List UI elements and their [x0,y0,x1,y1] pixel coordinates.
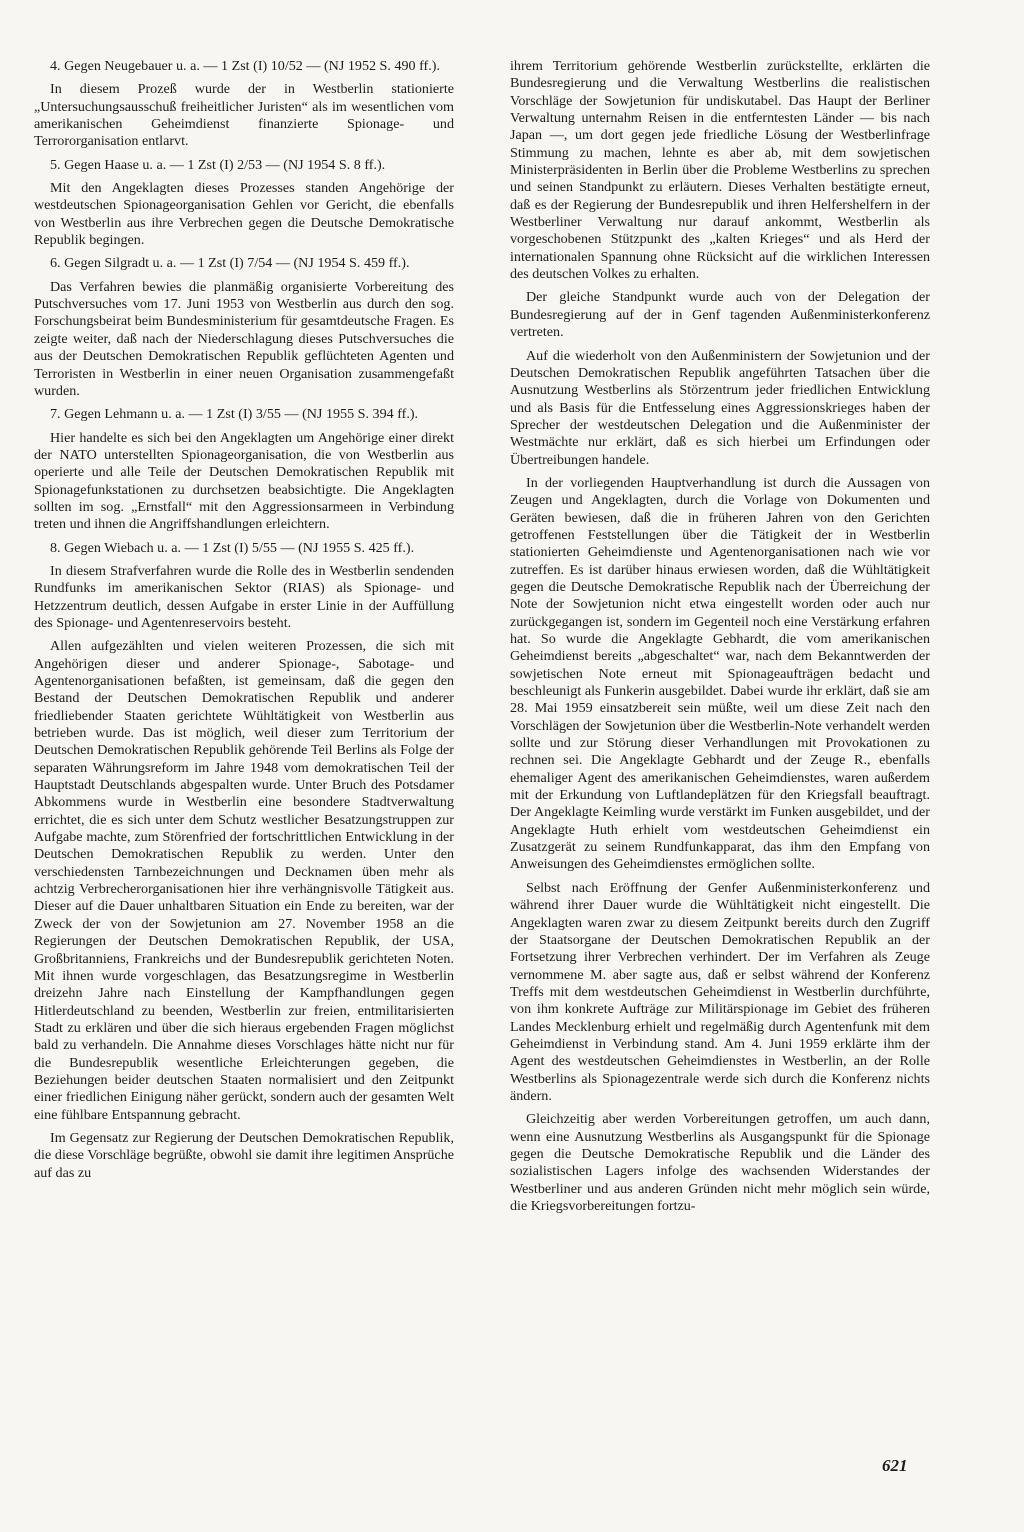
body-paragraph: Hier handelte es sich bei den Angeklagten um Angehörige einer direkt der NATO unterstellten Spionageorganisation, die von Westberlin aus operierte und alle Teile der Deutschen Demokratischen Republik mit Spionagefunkstationen zu durchsetzen beabsichtigte. Die Angeklagten sollten im sog. „Ernstfall“ mit den Aggressionsarmeen in Verbindung treten und ihnen die Angriffshandlungen erleichtern. [34,429,454,533]
case-citation: 4. Gegen Neugebauer u. a. — 1 Zst (I) 10/52 — (NJ 1952 S. 490 ff.). [50,58,440,74]
case-citation: 8. Gegen Wiebach u. a. — 1 Zst (I) 5/55 — (NJ 1955 S. 425 ff.). [50,539,415,556]
case-citation: 5. Gegen Haase u. a. — 1 Zst (I) 2/53 — (NJ 1954 S. 8 ff.). [50,156,386,173]
body-paragraph: Gleichzeitig aber werden Vorbereitungen getroffen, um auch dann, wenn eine Ausnutzung Westberlins als Ausgangspunkt für die Spionage gegen die Deutsche Demokratische Republik und die Länder des sozialistischen Lagers infolge des wachsenden Widerstandes der Westberliner und aus anderen Gründen nicht mehr möglich sein würde, die Kriegsvorbereitungen fortzu- [510,1111,930,1214]
body-paragraph: Der gleiche Standpunkt wurde auch von der Delegation der Bundesregierung auf der in Genf tagenden Außenministerkonferenz vertreten. [510,289,930,341]
page-number: 621 [882,1456,908,1475]
left-text-column [34,58,454,1188]
body-paragraph: Im Gegensatz zur Regierung der Deutschen Demokratischen Republik, die diese Vorschläge begrüßte, obwohl sie damit ihre legitimen Ansprüche auf das zu [34,1129,454,1181]
body-paragraph: Das Verfahren bewies die planmäßig organisierte Vorbereitung des Putschversuches vom 17. Juni 1953 von Westberlin aus durch den sog. Forschungsbeirat beim Bundesministerium für gesamtdeutsche Fragen. Es zeigte weiter, daß nach der Niederschlagung dieses Putschversuches die aus der Deutschen Demokratischen Republik geflüchteten Agenten und Terroristen in Westberlin in einer neuen Organisation zusammengefaßt wurden. [34,278,454,399]
right-text-column [510,58,930,1221]
body-paragraph: Mit den Angeklagten dieses Prozesses standen Angehörige der westdeutschen Spionageorganisation Gehlen vor Gericht, die ebenfalls von Westberlin aus ihre Verbrechen gegen die Deutsche Demokratische Republik begingen. [34,180,454,249]
body-paragraph: Selbst nach Eröffnung der Genfer Außenministerkonferenz und während ihrer Dauer wurde die Wühltätigkeit nicht eingestellt. Die Angeklagten waren zwar zu diesem Zeitpunkt bereits durch den Zugriff der Staatsorgane der Deutschen Demokratischen Republik an der Fortsetzung ihrer Verbrechen verhindert. Der im Verfahren als Zeuge vernommene M. aber sagte aus, daß er selbst während der Konferenz Treffs mit dem westdeutschen Geheimdienst in Westberlin durchführte, von ihm konkrete Aufträge zur Militärspionage im Gebiet des früheren Landes Mecklenburg erhielt und regelmäßig durch Agentenfunk mit dem Geheimdienst in Verbindung stand. Am 4. Juni 1959 erklärte ihm der Agent des westdeutschen Geheimdienstes in Westberlin, an der Rolle Westberlins als Spionagezentrale werde sich durch die Konferenz nichts ändern. [510,879,930,1104]
body-paragraph: In diesem Strafverfahren wurde die Rolle des in Westberlin sendenden Rundfunks im amerikanischen Sektor (RIAS) als Spionage- und Hetzzentrum deutlich, dessen Aufgabe in erster Linie in der Auffüllung des Spionage- und Agentenreservoirs besteht. [34,562,454,631]
case-citation: 7. Gegen Lehmann u. a. — 1 Zst (I) 3/55 — (NJ 1955 S. 394 ff.). [50,406,419,423]
case-citation: 6. Gegen Silgradt u. a. — 1 Zst (I) 7/54 — (NJ 1954 S. 459 ff.). [50,255,410,272]
body-paragraph-continued: ihrem Territorium gehörende Westberlin zurückstellte, erklärten die Bundesregierung und die Verwaltung Westberlins die realistischen Vorschläge der Sowjetunion für undiskutabel. Das Haupt der Berliner Verwaltung unternahm Reisen in die entferntesten Länder — bis nach Japan —, um dort gegen jede friedliche Lösung der Westberlinfrage Stimmung zu machen, lehnte es aber ab, mit dem sowjetischen Ministerpräsidenten in Berlin über die Probleme Westberlins zu sprechen und seinen Standpunkt zu erläutern. Dieses Verhalten bestätigte erneut, daß es der Regierung der Bundesrepublik und ihren Helfershelfern in der Westberliner Verwaltung nur darauf ankommt, Westberlin als vorgeschobenen Stützpunkt des „kalten Krieges“ und als Herd der internationalen Spannung ohne Rücksicht auf die wirklichen Interessen des deutschen Volkes zu erhalten. [510,58,930,283]
body-paragraph: In diesem Prozeß wurde der in Westberlin stationierte „Untersuchungsausschuß freiheitlicher Juristen“ als im wesentlichen vom amerikanischen Geheimdienst finanzierte Spionage- und Terrororganisation entlarvt. [34,81,454,150]
body-paragraph: Auf die wiederholt von den Außenministern der Sowjetunion und der Deutschen Demokratischen Republik angeführten Tatsachen über die Ausnutzung Westberlins als Störzentrum jeder friedlichen Entwicklung und als Basis für die Entfesselung eines Aggressionskrieges haben der Sprecher der westdeutschen Delegation und die Außenminister der Westmächte nur erklärt, daß es sich hierbei um Erfindungen oder Übertreibungen handele. [510,347,930,468]
body-paragraph: In der vorliegenden Hauptverhandlung ist durch die Aussagen von Zeugen und Angeklagten, durch die Vorlage von Dokumenten und Geräten bewiesen, daß die in früheren Jahren von den Gerichten getroffenen Feststellungen über die Tätigkeit der in Westberlin stationierten Geheimdienste und Agentenorganisationen nach wie vor zutreffen. Es ist darüber hinaus erwiesen worden, daß die Wühltätigkeit gegen die Deutsche Demokratische Republik nach der Überreichung der Note der Sowjetunion nicht etwa eingestellt worden oder auch nur zurückgegangen ist, sondern im Gegenteil noch eine Verstärkung erfahren hat. So wurde die Angeklagte Gebhardt, die vom amerikanischen Geheimdienst bereits „abgeschaltet“ war, nach dem Bekanntwerden der sowjetischen Note erneut mit Spionageaufträgen bedacht und beschleunigt als Funkerin ausgebildet. Dabei wurde ihr erklärt, daß sie am 28. Mai 1959 einsatzbereit sein müßte, weil um diese Zeit nach den Vorschlägen der Sowjetunion über die Westberlin-Note verhandelt werden sollte und zur Störung dieser Verhandlungen mit Provokationen zu rechnen sei. Die Angeklagte Gebhardt und der Zeuge R., ebenfalls ehemaliger Agent des amerikanischen Geheimdienstes, waren außerdem mit der Erkundung von Luftlandeplätzen für den Kriegsfall beauftragt. Der Angeklagte Keimling wurde verstärkt im Funken ausgebildet, und der Angeklagte Huth erhielt vom westdeutschen Geheimdienst ein Zusatzgerät zu seinem Rundfunkapparat, das ihm den Empfang von Anweisungen des Geheimdienstes ermöglichen sollte. [510,474,930,873]
body-paragraph: Allen aufgezählten und vielen weiteren Prozessen, die sich mit Angehörigen dieser und anderer Spionage-, Sabotage- und Agentenorganisationen befaßten, ist gemeinsam, daß die gegen den Bestand der Deutschen Demokratischen Republik und anderer friedliebender Staaten gerichtete Wühltätigkeit von Westberlin aus betrieben wurde. Das ist möglich, weil dieser zum Territorium der Deutschen Demokratischen Republik gehörende Teil Berlins als Folge der separaten Währungsreform im Jahre 1948 vom demokratischen Teil der Hauptstadt Deutschlands abgespalten wurde. Unter Bruch des Potsdamer Abkommens wurde in Westberlin eine besondere Stadtverwaltung errichtet, die es sich unter dem Schutz westlicher Besatzungstruppen zur Aufgabe machte, zum Störenfried der fortschrittlichen Entwicklung in der Deutschen Demokratischen Republik zu werden. Unter den verschiedensten Tarnbezeichnungen und Decknamen üben mehr als achtzig Verbrecherorganisationen hier ihre verhängnisvolle Tätigkeit aus. Dieser auf die Dauer unhaltbaren Situation ein Ende zu bereiten, war der Zweck der von der Sowjetunion am 27. November 1958 an die Regierungen der Deutschen Demokratischen Republik, der USA, Großbritanniens, Frankreichs und der Bundesrepublik gerichteten Noten. Mit ihnen wurde vorgeschlagen, das Besatzungsregime in Westberlin dreizehn Jahre nach Einstellung der Kampfhandlungen gegen Hitlerdeutschland zu beenden, Westberlin zur freien, entmilitarisierten Stadt zu erklären und über die sich hieraus ergebenden Fragen möglichst bald zu verhandeln. Die Annahme dieses Vorschlages hätte nicht nur für die Bundesrepublik wesentliche Erleichterungen gegeben, die Beziehungen beider deutschen Staaten normalisiert und den Zeitpunkt einer friedlichen Einigung näher gerückt, sondern auch der gesamten Welt eine fühlbare Entspannung gebracht. [34,638,454,1123]
